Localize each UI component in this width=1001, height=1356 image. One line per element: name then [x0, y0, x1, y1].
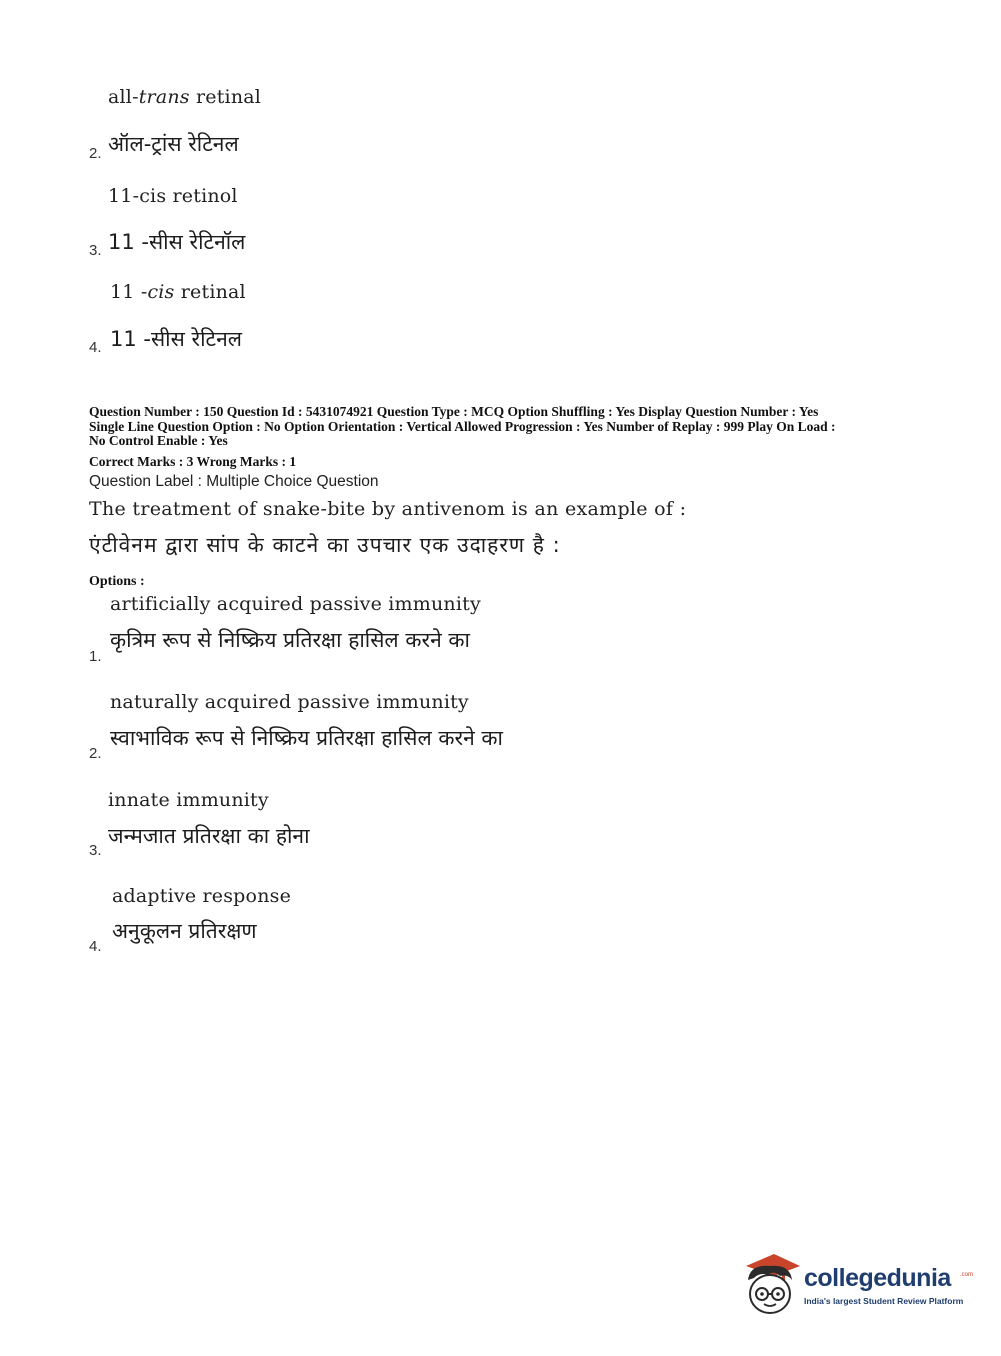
option-4-en: adaptive response: [112, 885, 292, 907]
option-3-en: innate immunity: [108, 789, 269, 811]
prev-option-3-number: 3.: [89, 242, 102, 259]
option-2-hi: स्वाभाविक रूप से निष्क्रिय प्रतिरक्षा हासिल करने का: [110, 726, 503, 750]
collegedunia-logo: [740, 1250, 980, 1320]
prev-option-4-number: 4.: [89, 339, 102, 356]
option-4-number: 4.: [89, 938, 102, 955]
mascot-icon: [740, 1250, 802, 1318]
option-1-number: 1.: [89, 648, 102, 665]
logo-wordmark: collegedunia: [804, 1264, 951, 1292]
option-2-en: naturally acquired passive immunity: [110, 691, 469, 713]
question-label: Question Label : Multiple Choice Question: [89, 473, 379, 490]
prev-option-3-en: 11-cis retinol: [108, 185, 238, 207]
prev-option-3-hi: 11 -सीस रेटिनॉल: [108, 230, 246, 254]
prev-option-2-en: all-trans retinal: [108, 86, 262, 108]
prev-option-2-hi: ऑल-ट्रांस रेटिनल: [108, 132, 239, 156]
question-marks: Correct Marks : 3 Wrong Marks : 1: [89, 454, 297, 469]
option-1-en: artificially acquired passive immunity: [110, 593, 481, 615]
option-2-number: 2.: [89, 745, 102, 762]
option-3-number: 3.: [89, 842, 102, 859]
prev-option-2-number: 2.: [89, 145, 102, 162]
option-1-hi: कृत्रिम रूप से निष्क्रिय प्रतिरक्षा हासिल करने का: [110, 628, 470, 652]
metadata-line-1: Question Number : 150 Question Id : 5431074921 Question Type : MCQ Option Shuffling : Yes Display Question Number : Yes: [89, 404, 819, 419]
metadata-line-2: Single Line Question Option : No Option Orientation : Vertical Allowed Progression : Yes Number of Replay : 999 Play On Load :: [89, 418, 836, 434]
prev-option-4-en: 11 -cis retinal: [110, 281, 246, 303]
option-3-hi: जन्मजात प्रतिरक्षा का होना: [108, 824, 310, 848]
logo-tagline: India's largest Student Review Platform: [804, 1296, 964, 1306]
option-4-hi: अनुकूलन प्रतिरक्षण: [112, 919, 257, 943]
options-label: Options :: [89, 574, 145, 589]
question-stem-en: The treatment of snake-bite by antivenom is an example of :: [89, 498, 687, 520]
metadata-line-3: No Control Enable : Yes: [89, 433, 228, 448]
logo-dotcom: .com: [960, 1272, 974, 1278]
question-metadata: [89, 405, 919, 449]
question-stem-hi: एंटीवेनम द्वारा सांप के काटने का उपचार एक उदाहरण है :: [89, 533, 561, 557]
prev-option-4-hi: 11 -सीस रेटिनल: [110, 327, 242, 351]
